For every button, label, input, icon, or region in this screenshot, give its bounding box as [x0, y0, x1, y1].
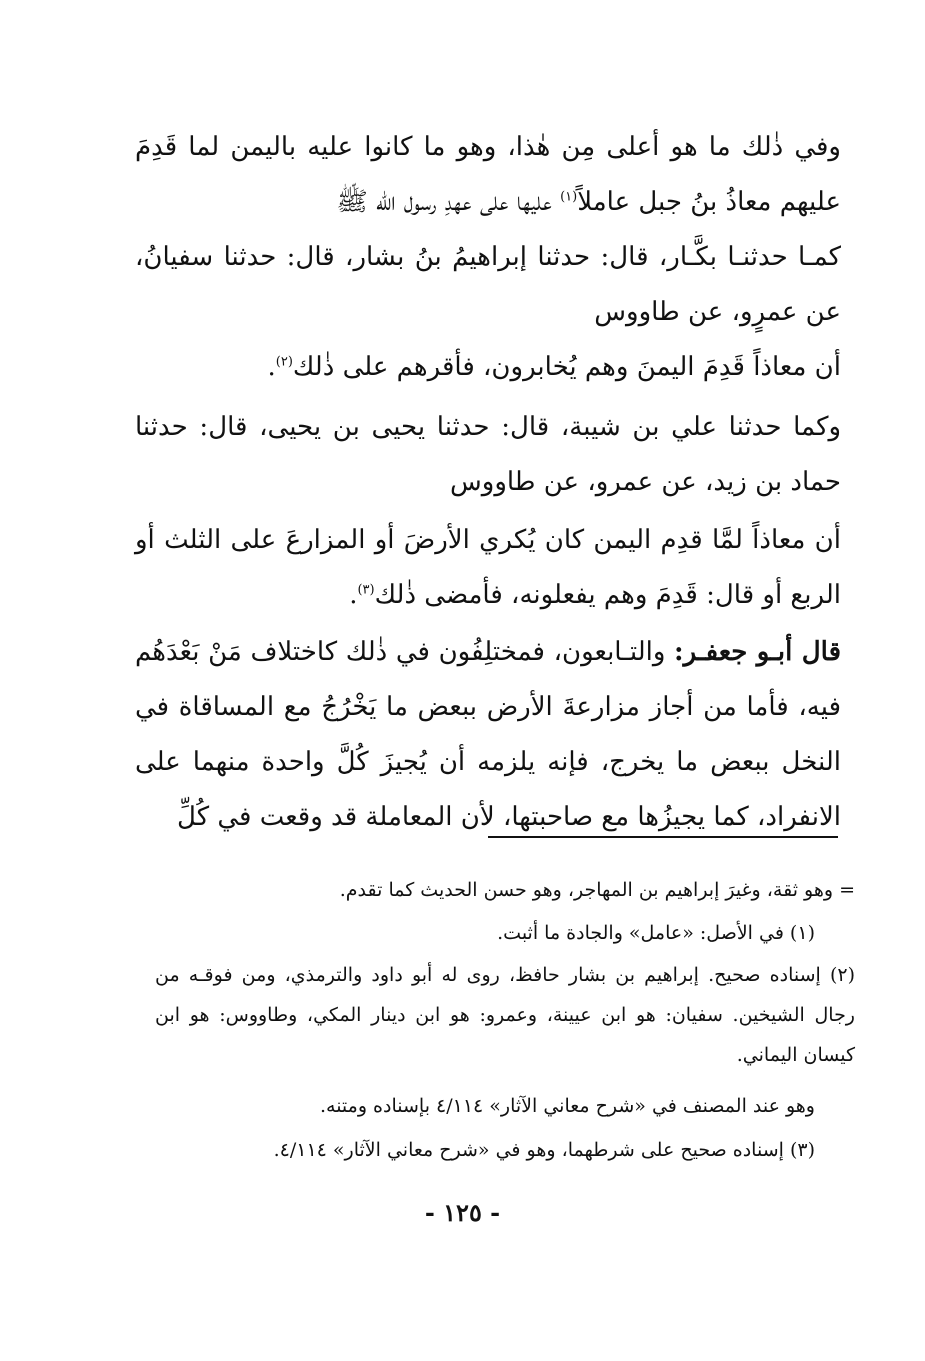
footnote-2 — [155, 955, 855, 1075]
footnote-text: (١) في الأصل: «عامل» والجادة ما أثبت. — [497, 922, 815, 944]
paragraph-text-end: . — [267, 352, 276, 382]
hadith-muadh-yukri — [135, 513, 841, 623]
hadith-muadh-yukhabirun — [135, 340, 841, 395]
footnote-text: (٢) إسناده صحيح. إبراهيم بن بشار حافظ، روى له أبو داود والترمذي، ومن فوقـه من رجال الشيخين. سفيان: هو ابن عيينة، وعمرو: هو ابن دينار المكي، وطاووس: هو ابن كيسان اليماني. — [155, 964, 855, 1066]
footnote-continuation — [155, 870, 855, 910]
page-number: - ١٢٥ - — [424, 1198, 501, 1227]
paragraph-text: والتـابعون، فمختلِفُون في ذٰلك كاختلاف مَنْ بَعْدَهُم فيه، فأما من أجاز مزارعةَ الأرض ببعض ما يَخْرُجُ مع المساقاة في النخل ببعض ما يخرج، فإنه يلزمه أن يُجيزَ كُلَّ واحدة منهما على الانفراد، كما يجيزُها مع صاحبتها، لأن المعاملة قد وقعت في كُلِّ — [135, 637, 841, 832]
commentary-lead: قال أبـو جعفـر: — [674, 637, 841, 667]
footnote-2-source — [125, 1086, 815, 1126]
footnote-1 — [125, 913, 815, 953]
footnote-text: = وهو ثقة، وغيرَ إبراهيم بن المهاجر، وهو حسن الحديث كما تقدم. — [339, 879, 855, 901]
footnote-ref-2: (٢) — [275, 354, 293, 370]
footnote-text: وهو عند المصنف في «شرح معاني الآثار» ٤/١١٤ بإسناده ومتنه. — [319, 1095, 815, 1117]
abu-jafar-commentary — [135, 625, 841, 845]
footnote-ref-1: (١) — [560, 189, 578, 205]
paragraph-text: وكما حدثنا علي بن شيبة، قال: حدثنا يحيى بن يحيى، قال: حدثنا حماد بن زيد، عن عمرو، عن طاووس — [135, 412, 841, 497]
paragraph-text-end: . — [349, 580, 358, 610]
paragraph-text-end: عليها على عهدِ رسول الله ﷺ — [336, 187, 561, 217]
paragraph-muadh-yemen — [135, 120, 841, 230]
footnote-ref-3: (٣) — [357, 582, 375, 598]
paragraph-text: أن معاذاً لمَّا قدِم اليمن كان يُكري الأرضَ أو المزارعَ على الثلث أو الربع أو قال: قَدِمَ وهم يفعلونه، فأمضى ذٰلك — [135, 525, 841, 610]
footnote-3 — [125, 1130, 815, 1170]
paragraph-text: وفي ذٰلك ما هو أعلى مِن هٰذا، وهو ما كانوا عليه باليمن لما قَدِمَ عليهم معاذُ بنُ جبل عاملاً — [135, 132, 841, 217]
paragraph-text: أن معاذاً قَدِمَ اليمنَ وهم يُخابرون، فأقرهم على ذٰلك — [292, 352, 841, 382]
paragraph-text: كمـا حدثنـا بكَّـار، قال: حدثنا إبراهيمُ بنُ بشار، قال: حدثنا سفيانُ، عن عمرٍو، عن طاووس — [135, 242, 841, 327]
footnote-text: (٣) إسناده صحيح على شرطهما، وهو في «شرح معاني الآثار» ٤/١١٤. — [273, 1139, 815, 1161]
isnad-ali-bin-shayba — [135, 400, 841, 510]
footnote-divider — [488, 836, 838, 838]
isnad-bakkar — [135, 230, 841, 340]
